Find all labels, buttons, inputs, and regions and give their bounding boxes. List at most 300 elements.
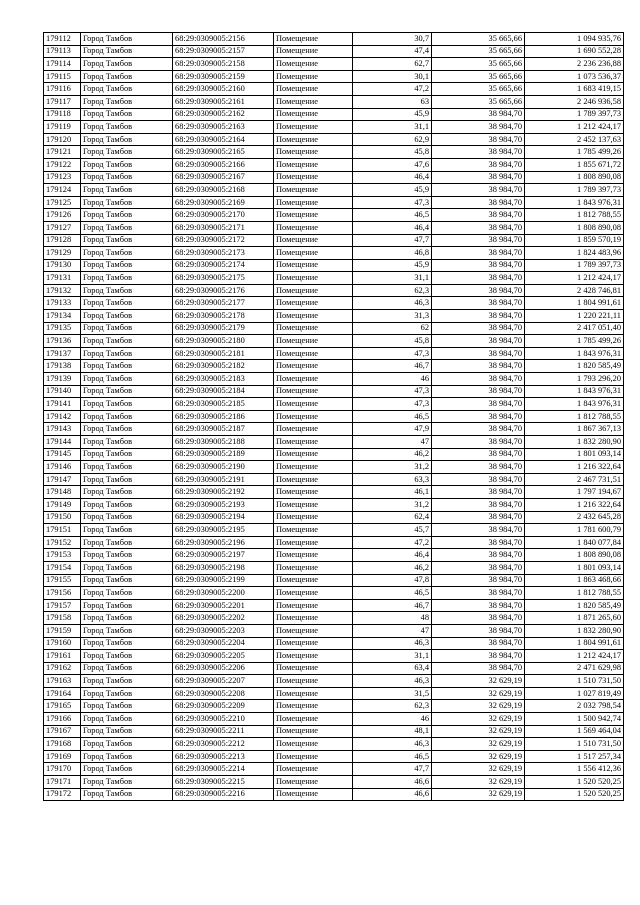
cadastral-number-cell: 68:29:0309005:2198 <box>173 561 274 574</box>
cadastral-number-cell: 68:29:0309005:2207 <box>173 675 274 688</box>
table-row <box>44 687 624 700</box>
specific-value-cell: 38 984,70 <box>432 272 525 285</box>
cadastral-number-cell: 68:29:0309005:2213 <box>173 750 274 763</box>
cadastral-value-cell: 1 871 265,60 <box>525 612 624 625</box>
table-row <box>44 360 624 373</box>
city-name-cell: Город Тамбов <box>81 184 173 197</box>
cadastral-number-cell: 68:29:0309005:2176 <box>173 284 274 297</box>
object-type-cell: Помещение <box>274 561 353 574</box>
specific-value-cell: 38 984,70 <box>432 158 525 171</box>
row-number-cell: 179164 <box>44 687 81 700</box>
cadastral-value-cell: 1 843 976,31 <box>525 398 624 411</box>
row-number-cell: 179145 <box>44 448 81 461</box>
object-type-cell: Помещение <box>274 272 353 285</box>
city-name-cell: Город Тамбов <box>81 121 173 134</box>
area-value-cell: 31,1 <box>353 272 432 285</box>
object-type-cell: Помещение <box>274 121 353 134</box>
city-name-cell: Город Тамбов <box>81 146 173 159</box>
area-value-cell: 62,4 <box>353 511 432 524</box>
city-name-cell: Город Тамбов <box>81 574 173 587</box>
area-value-cell: 47,3 <box>353 196 432 209</box>
row-number-cell: 179146 <box>44 461 81 474</box>
specific-value-cell: 38 984,70 <box>432 650 525 663</box>
row-number-cell: 179115 <box>44 70 81 83</box>
area-value-cell: 31,1 <box>353 121 432 134</box>
cadastral-value-cell: 2 417 051,40 <box>525 322 624 335</box>
table-row <box>44 310 624 323</box>
area-value-cell: 46,5 <box>353 587 432 600</box>
cadastral-value-cell: 1 801 093,14 <box>525 448 624 461</box>
cadastral-value-cell: 1 785 499,26 <box>525 146 624 159</box>
table-row <box>44 700 624 713</box>
table-row <box>44 763 624 776</box>
cadastral-number-cell: 68:29:0309005:2169 <box>173 196 274 209</box>
specific-value-cell: 32 629,19 <box>432 725 525 738</box>
city-name-cell: Город Тамбов <box>81 662 173 675</box>
cadastral-number-cell: 68:29:0309005:2188 <box>173 436 274 449</box>
specific-value-cell: 32 629,19 <box>432 776 525 789</box>
city-name-cell: Город Тамбов <box>81 473 173 486</box>
object-type-cell: Помещение <box>274 612 353 625</box>
specific-value-cell: 38 984,70 <box>432 184 525 197</box>
city-name-cell: Город Тамбов <box>81 310 173 323</box>
specific-value-cell: 38 984,70 <box>432 410 525 423</box>
table-row <box>44 209 624 222</box>
specific-value-cell: 35 665,66 <box>432 58 525 71</box>
city-name-cell: Город Тамбов <box>81 259 173 272</box>
object-type-cell: Помещение <box>274 486 353 499</box>
area-value-cell: 47,6 <box>353 158 432 171</box>
specific-value-cell: 35 665,66 <box>432 95 525 108</box>
row-number-cell: 179114 <box>44 58 81 71</box>
table-row <box>44 612 624 625</box>
city-name-cell: Город Тамбов <box>81 650 173 663</box>
object-type-cell: Помещение <box>274 171 353 184</box>
specific-value-cell: 32 629,19 <box>432 763 525 776</box>
row-number-cell: 179125 <box>44 196 81 209</box>
area-value-cell: 45,8 <box>353 335 432 348</box>
area-value-cell: 62,3 <box>353 700 432 713</box>
cadastral-value-cell: 1 556 412,36 <box>525 763 624 776</box>
area-value-cell: 47,3 <box>353 347 432 360</box>
specific-value-cell: 38 984,70 <box>432 436 525 449</box>
cadastral-value-cell: 1 789 397,73 <box>525 259 624 272</box>
row-number-cell: 179141 <box>44 398 81 411</box>
object-type-cell: Помещение <box>274 662 353 675</box>
cadastral-number-cell: 68:29:0309005:2208 <box>173 687 274 700</box>
object-type-cell: Помещение <box>274 146 353 159</box>
cadastral-number-cell: 68:29:0309005:2179 <box>173 322 274 335</box>
table-row <box>44 423 624 436</box>
cadastral-value-cell: 1 781 600,79 <box>525 524 624 537</box>
area-value-cell: 45,9 <box>353 184 432 197</box>
cadastral-number-cell: 68:29:0309005:2164 <box>173 133 274 146</box>
cadastral-number-cell: 68:29:0309005:2181 <box>173 347 274 360</box>
specific-value-cell: 38 984,70 <box>432 310 525 323</box>
table-row <box>44 158 624 171</box>
cadastral-number-cell: 68:29:0309005:2214 <box>173 763 274 776</box>
cadastral-value-cell: 1 859 570,19 <box>525 234 624 247</box>
table-row <box>44 650 624 663</box>
table-row <box>44 461 624 474</box>
table-row <box>44 549 624 562</box>
cadastral-value-cell: 1 808 890,08 <box>525 171 624 184</box>
object-type-cell: Помещение <box>274 360 353 373</box>
cadastral-value-cell: 1 832 280,90 <box>525 624 624 637</box>
table-row <box>44 247 624 260</box>
cadastral-value-cell: 1 683 419,15 <box>525 83 624 96</box>
row-number-cell: 179127 <box>44 221 81 234</box>
cadastral-number-cell: 68:29:0309005:2216 <box>173 788 274 801</box>
object-type-cell: Помещение <box>274 347 353 360</box>
city-name-cell: Город Тамбов <box>81 171 173 184</box>
city-name-cell: Город Тамбов <box>81 410 173 423</box>
cadastral-number-cell: 68:29:0309005:2168 <box>173 184 274 197</box>
cadastral-number-cell: 68:29:0309005:2187 <box>173 423 274 436</box>
cadastral-number-cell: 68:29:0309005:2183 <box>173 373 274 386</box>
row-number-cell: 179154 <box>44 561 81 574</box>
cadastral-number-cell: 68:29:0309005:2201 <box>173 599 274 612</box>
cadastral-value-cell: 1 520 520,25 <box>525 788 624 801</box>
city-name-cell: Город Тамбов <box>81 209 173 222</box>
specific-value-cell: 38 984,70 <box>432 612 525 625</box>
row-number-cell: 179170 <box>44 763 81 776</box>
cadastral-value-cell: 1 808 890,08 <box>525 221 624 234</box>
city-name-cell: Город Тамбов <box>81 247 173 260</box>
table-row <box>44 486 624 499</box>
specific-value-cell: 38 984,70 <box>432 549 525 562</box>
specific-value-cell: 32 629,19 <box>432 788 525 801</box>
cadastral-number-cell: 68:29:0309005:2212 <box>173 738 274 751</box>
area-value-cell: 46,8 <box>353 247 432 260</box>
row-number-cell: 179116 <box>44 83 81 96</box>
cadastral-number-cell: 68:29:0309005:2211 <box>173 725 274 738</box>
row-number-cell: 179135 <box>44 322 81 335</box>
cadastral-value-cell: 1 220 221,11 <box>525 310 624 323</box>
cadastral-value-cell: 1 216 322,64 <box>525 498 624 511</box>
table-row <box>44 436 624 449</box>
city-name-cell: Город Тамбов <box>81 297 173 310</box>
area-value-cell: 46,5 <box>353 410 432 423</box>
cadastral-number-cell: 68:29:0309005:2204 <box>173 637 274 650</box>
cadastral-value-cell: 1 840 077,84 <box>525 536 624 549</box>
object-type-cell: Помещение <box>274 511 353 524</box>
object-type-cell: Помещение <box>274 322 353 335</box>
table-row <box>44 738 624 751</box>
object-type-cell: Помещение <box>274 650 353 663</box>
area-value-cell: 47 <box>353 624 432 637</box>
row-number-cell: 179119 <box>44 121 81 134</box>
specific-value-cell: 38 984,70 <box>432 221 525 234</box>
cadastral-number-cell: 68:29:0309005:2206 <box>173 662 274 675</box>
specific-value-cell: 38 984,70 <box>432 196 525 209</box>
object-type-cell: Помещение <box>274 687 353 700</box>
object-type-cell: Помещение <box>274 473 353 486</box>
object-type-cell: Помещение <box>274 713 353 726</box>
cadastral-number-cell: 68:29:0309005:2163 <box>173 121 274 134</box>
specific-value-cell: 38 984,70 <box>432 121 525 134</box>
object-type-cell: Помещение <box>274 637 353 650</box>
area-value-cell: 47,9 <box>353 423 432 436</box>
table-row <box>44 221 624 234</box>
area-value-cell: 62,9 <box>353 133 432 146</box>
object-type-cell: Помещение <box>274 184 353 197</box>
city-name-cell: Город Тамбов <box>81 536 173 549</box>
specific-value-cell: 38 984,70 <box>432 473 525 486</box>
row-number-cell: 179123 <box>44 171 81 184</box>
area-value-cell: 31,5 <box>353 687 432 700</box>
row-number-cell: 179132 <box>44 284 81 297</box>
object-type-cell: Помещение <box>274 70 353 83</box>
cadastral-number-cell: 68:29:0309005:2193 <box>173 498 274 511</box>
row-number-cell: 179153 <box>44 549 81 562</box>
city-name-cell: Город Тамбов <box>81 322 173 335</box>
cadastral-value-cell: 2 432 645,28 <box>525 511 624 524</box>
specific-value-cell: 32 629,19 <box>432 700 525 713</box>
area-value-cell: 30,7 <box>353 33 432 46</box>
cadastral-value-cell: 1 820 585,49 <box>525 599 624 612</box>
table-row <box>44 599 624 612</box>
specific-value-cell: 38 984,70 <box>432 385 525 398</box>
city-name-cell: Город Тамбов <box>81 58 173 71</box>
object-type-cell: Помещение <box>274 700 353 713</box>
specific-value-cell: 35 665,66 <box>432 33 525 46</box>
cadastral-value-cell: 1 801 093,14 <box>525 561 624 574</box>
specific-value-cell: 38 984,70 <box>432 297 525 310</box>
row-number-cell: 179172 <box>44 788 81 801</box>
city-name-cell: Город Тамбов <box>81 687 173 700</box>
object-type-cell: Помещение <box>274 461 353 474</box>
cadastral-value-cell: 1 804 991,61 <box>525 637 624 650</box>
object-type-cell: Помещение <box>274 549 353 562</box>
cadastral-value-cell: 1 212 424,17 <box>525 272 624 285</box>
cadastral-value-cell: 1 690 552,28 <box>525 45 624 58</box>
city-name-cell: Город Тамбов <box>81 486 173 499</box>
area-value-cell: 48,1 <box>353 725 432 738</box>
row-number-cell: 179162 <box>44 662 81 675</box>
specific-value-cell: 38 984,70 <box>432 536 525 549</box>
table-row <box>44 373 624 386</box>
table-row <box>44 473 624 486</box>
specific-value-cell: 38 984,70 <box>432 398 525 411</box>
cadastral-number-cell: 68:29:0309005:2195 <box>173 524 274 537</box>
cadastral-number-cell: 68:29:0309005:2157 <box>173 45 274 58</box>
cadastral-number-cell: 68:29:0309005:2161 <box>173 95 274 108</box>
specific-value-cell: 38 984,70 <box>432 347 525 360</box>
table-row <box>44 750 624 763</box>
city-name-cell: Город Тамбов <box>81 725 173 738</box>
row-number-cell: 179121 <box>44 146 81 159</box>
row-number-cell: 179156 <box>44 587 81 600</box>
city-name-cell: Город Тамбов <box>81 763 173 776</box>
specific-value-cell: 38 984,70 <box>432 511 525 524</box>
cadastral-value-cell: 1 785 499,26 <box>525 335 624 348</box>
row-number-cell: 179157 <box>44 599 81 612</box>
row-number-cell: 179113 <box>44 45 81 58</box>
specific-value-cell: 35 665,66 <box>432 70 525 83</box>
object-type-cell: Помещение <box>274 209 353 222</box>
table-row <box>44 234 624 247</box>
table-row <box>44 410 624 423</box>
cadastral-value-cell: 1 793 296,20 <box>525 373 624 386</box>
row-number-cell: 179142 <box>44 410 81 423</box>
object-type-cell: Помещение <box>274 385 353 398</box>
cadastral-number-cell: 68:29:0309005:2203 <box>173 624 274 637</box>
city-name-cell: Город Тамбов <box>81 83 173 96</box>
area-value-cell: 45,7 <box>353 524 432 537</box>
table-row <box>44 511 624 524</box>
city-name-cell: Город Тамбов <box>81 196 173 209</box>
city-name-cell: Город Тамбов <box>81 448 173 461</box>
city-name-cell: Город Тамбов <box>81 158 173 171</box>
object-type-cell: Помещение <box>274 725 353 738</box>
row-number-cell: 179169 <box>44 750 81 763</box>
city-name-cell: Город Тамбов <box>81 624 173 637</box>
object-type-cell: Помещение <box>274 524 353 537</box>
row-number-cell: 179167 <box>44 725 81 738</box>
city-name-cell: Город Тамбов <box>81 398 173 411</box>
specific-value-cell: 38 984,70 <box>432 461 525 474</box>
specific-value-cell: 38 984,70 <box>432 524 525 537</box>
row-number-cell: 179155 <box>44 574 81 587</box>
row-number-cell: 179149 <box>44 498 81 511</box>
cadastral-number-cell: 68:29:0309005:2170 <box>173 209 274 222</box>
row-number-cell: 179137 <box>44 347 81 360</box>
area-value-cell: 45,8 <box>353 146 432 159</box>
specific-value-cell: 35 665,66 <box>432 83 525 96</box>
area-value-cell: 47,3 <box>353 398 432 411</box>
table-row <box>44 637 624 650</box>
cadastral-value-cell: 1 867 367,13 <box>525 423 624 436</box>
row-number-cell: 179138 <box>44 360 81 373</box>
object-type-cell: Помещение <box>274 58 353 71</box>
object-type-cell: Помещение <box>274 436 353 449</box>
row-number-cell: 179161 <box>44 650 81 663</box>
area-value-cell: 46,3 <box>353 637 432 650</box>
area-value-cell: 46,3 <box>353 297 432 310</box>
table-row <box>44 574 624 587</box>
specific-value-cell: 38 984,70 <box>432 322 525 335</box>
table-row <box>44 133 624 146</box>
cadastral-value-cell: 1 832 280,90 <box>525 436 624 449</box>
table-row <box>44 284 624 297</box>
city-name-cell: Город Тамбов <box>81 524 173 537</box>
object-type-cell: Помещение <box>274 574 353 587</box>
city-name-cell: Город Тамбов <box>81 272 173 285</box>
city-name-cell: Город Тамбов <box>81 33 173 46</box>
row-number-cell: 179130 <box>44 259 81 272</box>
object-type-cell: Помещение <box>274 158 353 171</box>
object-type-cell: Помещение <box>274 310 353 323</box>
specific-value-cell: 38 984,70 <box>432 423 525 436</box>
cadastral-number-cell: 68:29:0309005:2171 <box>173 221 274 234</box>
cadastral-value-cell: 1 843 976,31 <box>525 347 624 360</box>
table-row <box>44 725 624 738</box>
specific-value-cell: 32 629,19 <box>432 713 525 726</box>
cadastral-number-cell: 68:29:0309005:2205 <box>173 650 274 663</box>
object-type-cell: Помещение <box>274 599 353 612</box>
table-row <box>44 196 624 209</box>
cadastral-number-cell: 68:29:0309005:2200 <box>173 587 274 600</box>
cadastral-number-cell: 68:29:0309005:2156 <box>173 33 274 46</box>
city-name-cell: Город Тамбов <box>81 587 173 600</box>
city-name-cell: Город Тамбов <box>81 750 173 763</box>
table-row <box>44 624 624 637</box>
object-type-cell: Помещение <box>274 297 353 310</box>
area-value-cell: 30,1 <box>353 70 432 83</box>
area-value-cell: 46,3 <box>353 738 432 751</box>
table-row <box>44 561 624 574</box>
row-number-cell: 179163 <box>44 675 81 688</box>
cadastral-number-cell: 68:29:0309005:2180 <box>173 335 274 348</box>
row-number-cell: 179131 <box>44 272 81 285</box>
row-number-cell: 179171 <box>44 776 81 789</box>
object-type-cell: Помещение <box>274 133 353 146</box>
cadastral-value-cell: 2 471 629,98 <box>525 662 624 675</box>
specific-value-cell: 32 629,19 <box>432 738 525 751</box>
specific-value-cell: 38 984,70 <box>432 209 525 222</box>
city-name-cell: Город Тамбов <box>81 738 173 751</box>
city-name-cell: Город Тамбов <box>81 133 173 146</box>
cadastral-number-cell: 68:29:0309005:2189 <box>173 448 274 461</box>
area-value-cell: 46,2 <box>353 448 432 461</box>
table-row <box>44 33 624 46</box>
row-number-cell: 179129 <box>44 247 81 260</box>
table-row <box>44 675 624 688</box>
area-value-cell: 46,4 <box>353 171 432 184</box>
city-name-cell: Город Тамбов <box>81 788 173 801</box>
specific-value-cell: 38 984,70 <box>432 133 525 146</box>
object-type-cell: Помещение <box>274 624 353 637</box>
table-row <box>44 398 624 411</box>
object-type-cell: Помещение <box>274 45 353 58</box>
area-value-cell: 63,4 <box>353 662 432 675</box>
cadastral-number-cell: 68:29:0309005:2159 <box>173 70 274 83</box>
table-row <box>44 347 624 360</box>
object-type-cell: Помещение <box>274 108 353 121</box>
cadastral-value-cell: 1 216 322,64 <box>525 461 624 474</box>
row-number-cell: 179150 <box>44 511 81 524</box>
specific-value-cell: 32 629,19 <box>432 750 525 763</box>
cadastral-value-cell: 2 236 236,88 <box>525 58 624 71</box>
area-value-cell: 47,2 <box>353 536 432 549</box>
table-row <box>44 448 624 461</box>
area-value-cell: 46,5 <box>353 209 432 222</box>
cadastral-number-cell: 68:29:0309005:2196 <box>173 536 274 549</box>
city-name-cell: Город Тамбов <box>81 360 173 373</box>
object-type-cell: Помещение <box>274 95 353 108</box>
area-value-cell: 62,3 <box>353 284 432 297</box>
cadastral-value-cell: 1 804 991,61 <box>525 297 624 310</box>
area-value-cell: 47,3 <box>353 385 432 398</box>
area-value-cell: 46,4 <box>353 549 432 562</box>
object-type-cell: Помещение <box>274 410 353 423</box>
city-name-cell: Город Тамбов <box>81 498 173 511</box>
table-row <box>44 58 624 71</box>
row-number-cell: 179158 <box>44 612 81 625</box>
row-number-cell: 179166 <box>44 713 81 726</box>
row-number-cell: 179136 <box>44 335 81 348</box>
object-type-cell: Помещение <box>274 776 353 789</box>
cadastral-number-cell: 68:29:0309005:2191 <box>173 473 274 486</box>
city-name-cell: Город Тамбов <box>81 95 173 108</box>
specific-value-cell: 35 665,66 <box>432 45 525 58</box>
row-number-cell: 179134 <box>44 310 81 323</box>
cadastral-value-cell: 1 863 468,66 <box>525 574 624 587</box>
table-row <box>44 259 624 272</box>
cadastral-value-cell: 1 517 257,34 <box>525 750 624 763</box>
row-number-cell: 179148 <box>44 486 81 499</box>
